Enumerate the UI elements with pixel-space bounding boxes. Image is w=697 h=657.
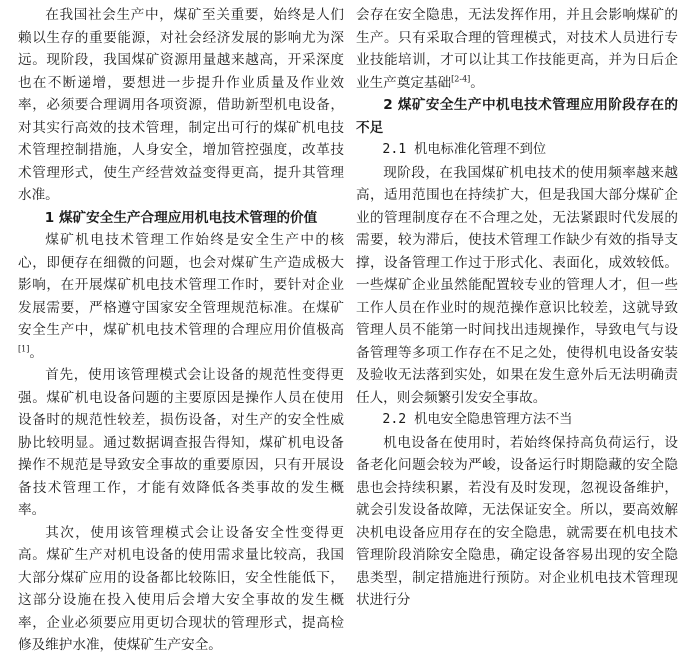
section-1-paragraph-1: [18, 229, 344, 364]
section-2-heading: 2 煤矿安全生产中机电技术管理应用阶段存在的不足: [356, 97, 678, 136]
continued-paragraph: [356, 4, 678, 94]
section-2-2-paragraph: 机电设备在使用时，若始终保持高负荷运行，设备老化问题会较为严峻，设备运行时期隐藏的安全隐患也会持续积累，若没有及时发现，忽视设备维护，就会引发设备故障，无法保证安全。所以，要高效解决机电设备应用存在的安全隐患，就需要在机电技术管理阶段消除安全隐患，确定设备容易出现的安全隐患类型，制定措施进行预防。对企业机电技术管理现状进行分: [356, 434, 678, 608]
section-1-paragraph-1-text: 煤矿机电技术管理工作始终是安全生产中的核心，即便存在细微的问题，也会对煤矿生产造成极大影响，在开展煤矿机电技术管理工作时，要针对企业发展需要，严格遵守国家安全管理规范标准。在煤矿安全生产中，煤矿机电技术管理的合理应用价值极高: [18, 232, 344, 338]
section-1-paragraph-1-tail: 。: [29, 344, 43, 361]
continued-paragraph-tail: 。: [470, 74, 484, 91]
section-1-paragraph-2: 首先，使用该管理模式会让设备的规范性变得更强。煤矿机电设备问题的主要原因是操作人员在使用设备时的规范性较差，损伤设备，对生产的安全性威胁比较明显。通过数据调查报告得知，煤矿机电设备操作不规范是导致安全事故的重要原因，只有开展设备技术管理工作，才能有效降低各类事故的发生概率。: [18, 367, 344, 518]
section-2-2-heading: 2.2 机电安全隐患管理方法不当: [382, 412, 573, 427]
section-1-heading: 1 煤矿安全生产合理应用机电技术管理的价值: [44, 209, 318, 226]
right-column: [356, 4, 678, 612]
section-2-1-heading: 2.1 机电标准化管理不到位: [382, 142, 547, 157]
continued-paragraph-text: 会存在安全隐患，无法发挥作用，并且会影响煤矿的生产。只有采取合理的管理模式，对技术人员进行专业技能培训，才可以让其工作技能更高，并为日后企业生产奠定基础: [356, 7, 678, 91]
section-1-paragraph-3: 其次，使用该管理模式会让设备安全性变得更高。煤矿生产对机电设备的使用需求量比较高，我国大部分煤矿应用的设备都比较陈旧，安全性能低下，这部分设施在投入使用后会增大安全事故的发生概率，企业必须要应用更切合现状的管理形式，提高检修及维护水准，使煤矿生产安全。: [18, 524, 344, 653]
intro-paragraph: 在我国社会生产中，煤矿至关重要，始终是人们赖以生存的重要能源，对社会经济发展的影响尤为深远。现阶段，我国煤矿资源用量越来越高，开采深度也在不断递增，要想进一步提升作业质量及作业效率，必须要合理调用各项资源，借助新型机电设备，对其实行高效的技术管理，制定出可行的煤矿机电技术管理控制措施，人身安全，增加管控强度，改革技术管理形式，使生产经营效益变得更高，提升其管理水准。: [18, 7, 344, 203]
section-2-1-paragraph: 现阶段，在我国煤矿机电技术的使用频率越来越高，适用范围也在持续扩大，但是我国大部分煤矿企业的管理制度存在不合理之处，无法紧跟时代发展的需要，较为滞后，使技术管理工作缺少有效的指导支撑，设备管理工作过于形式化、表面化，成效较低。一些煤矿企业虽然能配置较专业的管理人才，但一些工作人员在作业时的规范操作意识比较差，这就导致管理人员不能第一时间找出违规操作，导致电气与设备管理等多项工作存在不足之处，使得机电设备安装及验收无法落到实处，如果在发生意外后无法明确责任人，则会频繁引发安全事故。: [356, 164, 678, 406]
left-column: [18, 4, 344, 657]
citation-1: [1]: [18, 343, 30, 353]
citation-2-4: [2-4]: [451, 73, 471, 83]
